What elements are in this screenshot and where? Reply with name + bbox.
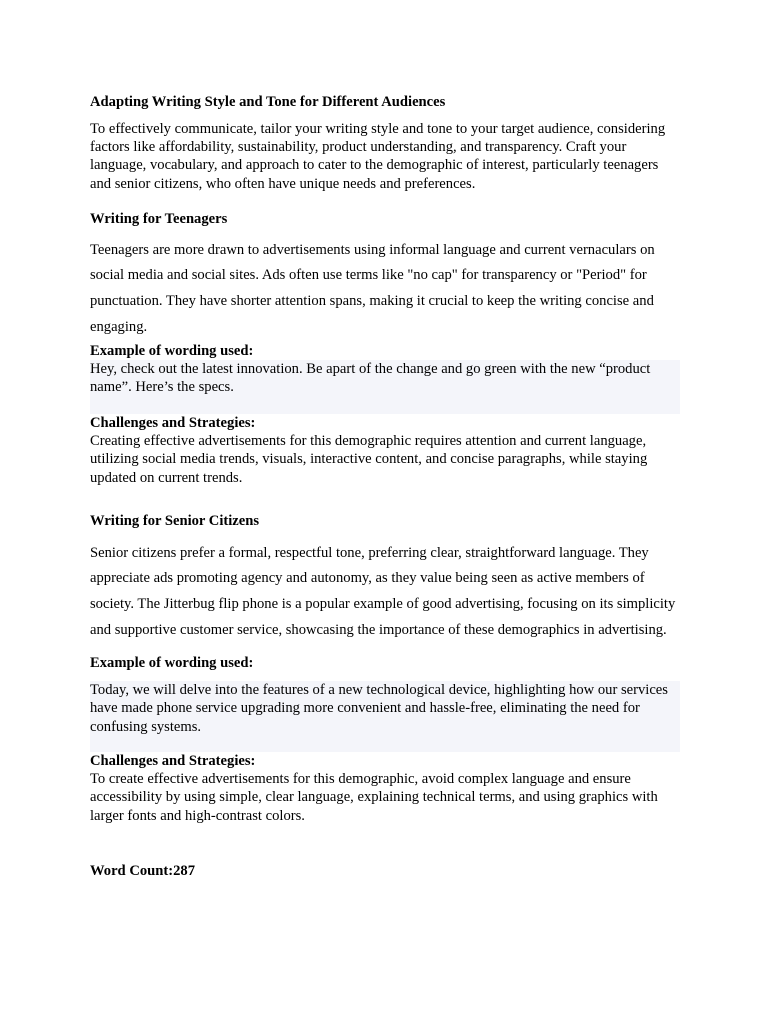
teen-body: Teenagers are more drawn to advertisements using informal language and current vernaculars on social media and social sites. Ads often use terms like "no cap" for transparency or "Period" for punctuation. They have shorter attention spans, making it crucial to keep the writing concise and engaging. bbox=[90, 241, 655, 335]
teen-challenges-heading: Challenges and Strategies: bbox=[90, 415, 256, 432]
senior-challenges-heading: Challenges and Strategies: bbox=[90, 753, 256, 770]
document-title: Adapting Writing Style and Tone for Different Audiences bbox=[90, 94, 446, 110]
senior-example-heading: Example of wording used: bbox=[90, 655, 254, 672]
document-page bbox=[90, 92, 680, 881]
senior-body: Senior citizens prefer a formal, respectful tone, preferring clear, straightforward language. They appreciate ads promoting agency and autonomy, as they value being seen as active members of society. The Jitterbug flip phone is a popular example of good advertising, focusing on its simplicity and supportive customer service, showcasing the importance of these demographics in advertising. bbox=[90, 544, 676, 638]
teen-example-heading: Example of wording used: bbox=[90, 343, 254, 360]
teen-example-text: Hey, check out the latest innovation. Be apart of the change and go green with the new “product name”. Here’s the specs. bbox=[90, 361, 651, 396]
intro-paragraph: To effectively communicate, tailor your writing style and tone to your target audience, considering factors like affordability, sustainability, product understanding, and transparency. Craft your language, vocabulary, and approach to cater to the demographic of interest, particularly teenagers and senior citizens, who often have unique needs and preferences. bbox=[90, 121, 666, 192]
senior-heading: Writing for Senior Citizens bbox=[90, 512, 260, 529]
senior-example-box bbox=[90, 681, 680, 752]
senior-example-text: Today, we will delve into the features of a new technological device, highlighting how our services have made phone service upgrading more convenient and hassle-free, eliminating the need for confusing systems. bbox=[90, 682, 668, 735]
teen-heading: Writing for Teenagers bbox=[90, 210, 228, 227]
word-count: Word Count:287 bbox=[90, 862, 196, 879]
teen-example-box bbox=[90, 360, 680, 414]
senior-challenges-text: To create effective advertisements for this demographic, avoid complex language and ensure accessibility by using simple, clear language, explaining technical terms, and using graphics with larger fonts and high-contrast colors. bbox=[90, 771, 658, 824]
teen-challenges-text: Creating effective advertisements for this demographic requires attention and current language, utilizing social media trends, visuals, interactive content, and concise paragraphs, while staying updated on current trends. bbox=[90, 433, 648, 486]
